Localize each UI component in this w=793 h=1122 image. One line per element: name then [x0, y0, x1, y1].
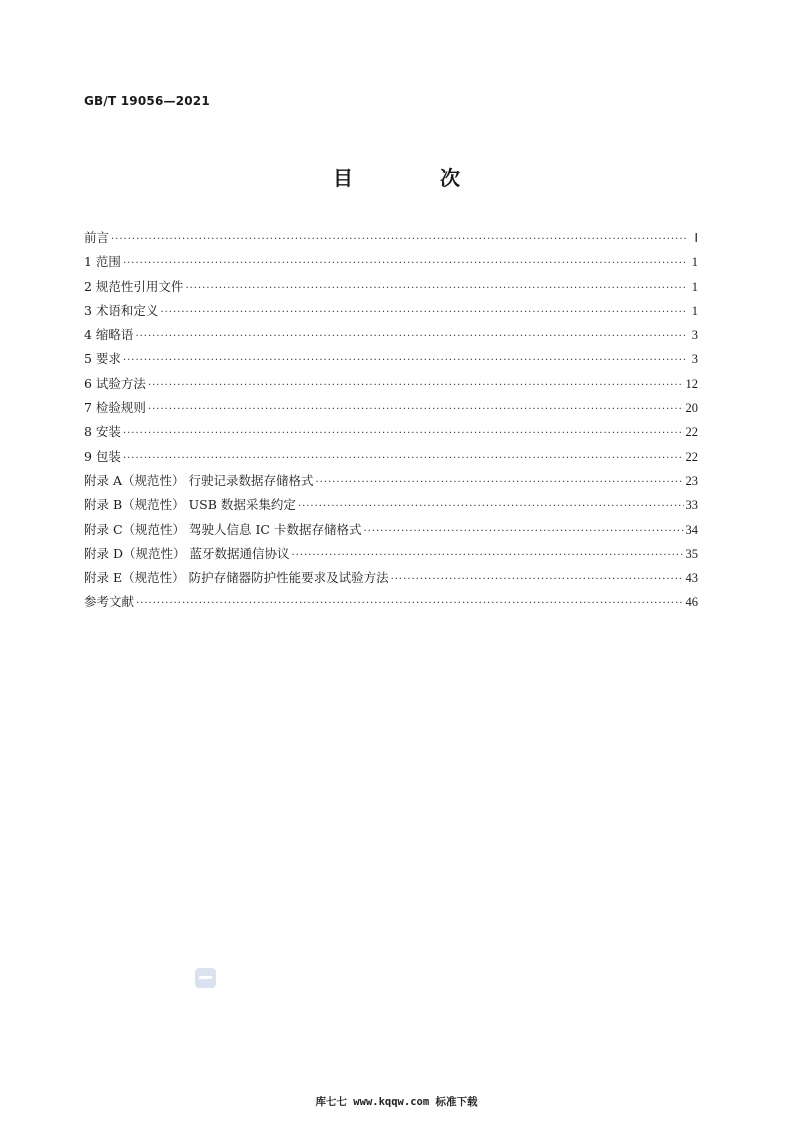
- toc-entry-page: 22: [685, 425, 698, 440]
- toc-dot-leader: [111, 234, 686, 245]
- toc-dot-leader: [148, 404, 684, 415]
- toc-entry-label: 附录 D（规范性） 蓝牙数据通信协议: [84, 545, 290, 561]
- toc-dot-leader: [123, 428, 684, 439]
- toc-entry-label: 6 试验方法: [84, 375, 146, 391]
- toc-dot-leader: [298, 501, 684, 512]
- toc-entry-page: 46: [685, 595, 698, 610]
- toc-entry-page: 1: [691, 279, 698, 294]
- toc-entry-page: 1: [691, 303, 698, 318]
- toc-entry-page: 20: [685, 401, 698, 416]
- toc-entry[interactable]: [84, 349, 698, 373]
- toc-entry[interactable]: [84, 325, 698, 349]
- standard-number: GB/T 19056—2021: [84, 94, 210, 108]
- toc-entry-page: 1: [691, 255, 698, 270]
- toc-entry-label: 5 要求: [84, 351, 121, 367]
- toc-dot-leader: [185, 283, 686, 294]
- toc-entry-label: 附录 A（规范性） 行驶记录数据存储格式: [84, 472, 314, 488]
- toc-entry-label: 2 规范性引用文件: [84, 278, 184, 294]
- table-of-contents: [84, 228, 698, 617]
- toc-entry-label: 3 术语和定义: [84, 302, 159, 318]
- toc-dot-leader: [391, 574, 684, 585]
- toc-entry-label: 参考文献: [84, 594, 135, 610]
- toc-entry[interactable]: [84, 422, 698, 446]
- toc-entry[interactable]: [84, 544, 698, 568]
- toc-entry-label: 附录 E（规范性） 防护存储器防护性能要求及试验方法: [84, 570, 389, 586]
- toc-entry-page: 23: [685, 473, 698, 488]
- toc-entry-page: 33: [685, 498, 698, 513]
- toc-entry[interactable]: [84, 398, 698, 422]
- toc-entry[interactable]: [84, 277, 698, 301]
- toc-dot-leader: [123, 355, 686, 366]
- toc-entry-page: 22: [685, 449, 698, 464]
- toc-entry[interactable]: [84, 495, 698, 519]
- toc-dot-leader: [363, 526, 683, 537]
- toc-dot-leader: [123, 453, 684, 464]
- toc-dot-leader: [123, 258, 686, 269]
- watermark-logo-icon: [195, 968, 216, 988]
- toc-dot-leader: [315, 477, 683, 488]
- toc-dot-leader: [136, 598, 683, 609]
- toc-entry-page: 43: [685, 571, 698, 586]
- toc-entry-label: 附录 B（规范性） USB 数据采集约定: [84, 497, 296, 513]
- toc-entry[interactable]: [84, 471, 698, 495]
- toc-entry-label: 前言: [84, 230, 110, 245]
- toc-dot-leader: [160, 307, 686, 318]
- toc-entry-page: Ⅰ: [694, 231, 698, 245]
- toc-entry[interactable]: [84, 301, 698, 325]
- toc-entry[interactable]: [84, 592, 698, 616]
- toc-entry-label: 4 缩略语: [84, 327, 134, 343]
- toc-entry-page: 3: [691, 328, 698, 343]
- toc-entry[interactable]: [84, 228, 698, 252]
- toc-dot-leader: [148, 380, 684, 391]
- toc-entry-label: 8 安装: [84, 424, 121, 440]
- toc-dot-leader: [135, 331, 686, 342]
- toc-entry[interactable]: [84, 568, 698, 592]
- toc-entry-label: 附录 C（规范性） 驾驶人信息 IC 卡数据存储格式: [84, 521, 362, 537]
- toc-dot-leader: [291, 550, 683, 561]
- toc-entry[interactable]: [84, 520, 698, 544]
- toc-entry-page: 35: [685, 546, 698, 561]
- footer-download-text: 库七七 www.kqqw.com 标准下载: [315, 1096, 478, 1108]
- toc-entry[interactable]: [84, 447, 698, 471]
- toc-entry-label: 7 检验规则: [84, 400, 146, 416]
- toc-entry-page: 34: [685, 522, 698, 537]
- page-title: 目 次: [333, 166, 500, 190]
- toc-entry[interactable]: [84, 374, 698, 398]
- toc-entry-label: 9 包装: [84, 448, 121, 464]
- toc-entry-label: 1 范围: [84, 254, 121, 270]
- toc-entry-page: 3: [691, 352, 698, 367]
- toc-entry[interactable]: [84, 252, 698, 276]
- toc-entry-page: 12: [685, 376, 698, 391]
